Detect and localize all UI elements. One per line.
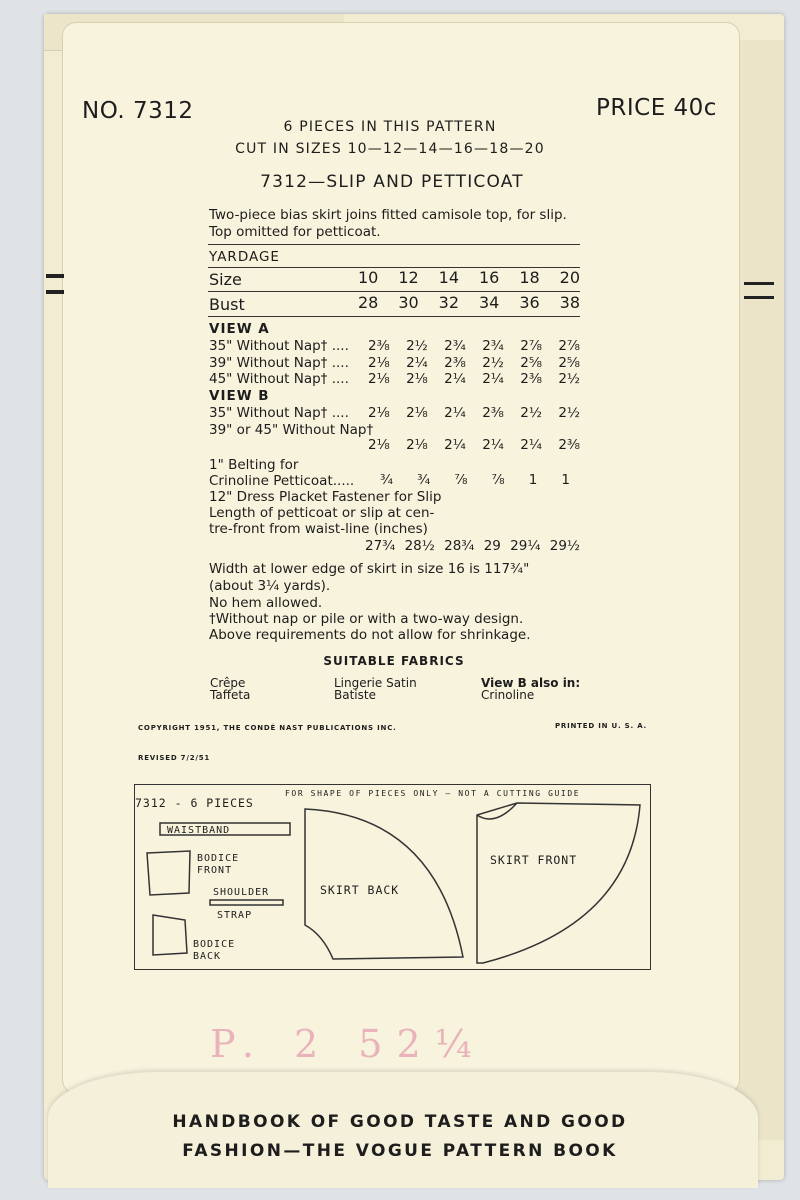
yardage-value: 2½ (520, 405, 542, 421)
placket-line: 12" Dress Placket Fastener for Slip (209, 489, 442, 505)
yardage-value: 2½ (482, 355, 504, 371)
size-value: 16 (478, 268, 500, 287)
sizes-line: CUT IN SIZES 10—12—14—16—18—20 (235, 141, 545, 157)
yardage-value: 2¼ (444, 405, 466, 421)
yardage-value: 2¼ (444, 371, 466, 387)
yardage-value: 2⅛ (406, 405, 428, 421)
footer-line-2: FASHION—THE VOGUE PATTERN BOOK (182, 1141, 618, 1161)
yardage-value: 2¼ (482, 437, 504, 453)
fabric-lingerie-satin: Lingerie Satin (334, 676, 417, 690)
view-b-fabrics-heading: View B also in: (481, 676, 581, 690)
bust-value: 32 (438, 293, 460, 312)
yardage-value: 2⅛ (406, 437, 428, 453)
bust-value: 36 (519, 293, 540, 312)
skirt-front-label: SKIRT FRONT (490, 853, 578, 867)
pattern-number: NO. 7312 (82, 98, 194, 124)
view-b-label: VIEW B (209, 388, 270, 404)
description-line-2: Top omitted for petticoat. (209, 224, 381, 240)
bodice-back-label-2: BACK (193, 951, 222, 962)
revised-date: REVISED 7/2/51 (138, 754, 211, 762)
yardage-value: 2⅞ (558, 338, 580, 354)
registration-mark-left-2 (46, 290, 64, 294)
yardage-value: 2½ (406, 338, 428, 354)
view-b-row-1 (368, 405, 580, 421)
diagram-title: 7312 - 6 PIECES (135, 796, 254, 810)
registration-mark-right (744, 282, 774, 285)
yardage-value: ⅞ (454, 472, 468, 488)
yardage-value: 2¼ (406, 355, 428, 371)
yardage-value: 2⅝ (558, 355, 580, 371)
yardage-value: 27¾ (365, 538, 396, 554)
bodice-back-label-1: BODICE (193, 939, 236, 950)
view-a-row-1 (368, 338, 580, 354)
view-a-label: VIEW A (209, 321, 270, 337)
bust-row (358, 293, 580, 312)
shoulder-strap-piece (210, 900, 283, 905)
bodice-back-piece (153, 915, 187, 955)
shoulder-label: SHOULDER (213, 887, 270, 898)
yardage-heading: YARDAGE (209, 249, 280, 265)
yardage-value: 28½ (404, 538, 435, 554)
bodice-front-piece (147, 851, 190, 895)
registration-mark-right-2 (744, 296, 774, 299)
rule (208, 244, 580, 245)
yardage-value: 2¼ (520, 437, 542, 453)
yardage-value: 1 (561, 472, 570, 488)
yardage-value: 2⅞ (520, 338, 542, 354)
view-a-row-1-label: 35" Without Nap† .... (209, 338, 349, 354)
rule (208, 291, 580, 292)
fabric-batiste: Batiste (334, 688, 376, 702)
strap-label: STRAP (217, 910, 253, 921)
yardage-value: ¾ (380, 472, 394, 488)
bodice-front-label-2: FRONT (197, 865, 233, 876)
yardage-value: 2⅜ (482, 405, 504, 421)
envelope-edge (736, 40, 784, 1140)
bust-value: 38 (559, 293, 580, 312)
length-line-1: Length of petticoat or slip at cen- (209, 505, 435, 521)
yardage-value: 1 (528, 472, 538, 488)
pieces-line: 6 PIECES IN THIS PATTERN (283, 119, 497, 135)
view-a-row-2 (368, 355, 580, 371)
skirt-back-label: SKIRT BACK (320, 883, 400, 897)
bust-value: 34 (478, 293, 500, 312)
size-value: 14 (438, 268, 460, 287)
view-a-row-2-label: 39" Without Nap† .... (209, 355, 349, 371)
length-line-2: tre-front from waist-line (inches) (209, 521, 428, 537)
pattern-pieces-diagram (134, 784, 651, 970)
yardage-value: 2⅛ (406, 371, 428, 387)
description-line-1: Two-piece bias skirt joins fitted camisole top, for slip. (209, 207, 567, 223)
belting-row (380, 472, 570, 488)
bust-value: 28 (358, 293, 379, 312)
length-row (365, 538, 580, 554)
yardage-value: 29 (483, 538, 501, 554)
yardage-value: 2¾ (482, 338, 504, 354)
size-value: 10 (358, 268, 379, 287)
size-value: 20 (559, 268, 580, 287)
fabrics-heading: SUITABLE FABRICS (323, 654, 465, 668)
yardage-value: 2⅜ (368, 338, 390, 354)
note-line-1: Width at lower edge of skirt in size 16 is 117¾" (209, 561, 530, 577)
yardage-value: 28¾ (444, 538, 475, 554)
registration-mark-left (46, 274, 64, 278)
pattern-title: 7312—SLIP AND PETTICOAT (260, 172, 524, 192)
bust-label: Bust (209, 295, 245, 314)
size-label: Size (209, 270, 242, 289)
yardage-value: 2⅛ (368, 355, 390, 371)
yardage-value: ⅞ (491, 472, 505, 488)
yardage-value: 29½ (549, 538, 580, 554)
size-value: 12 (398, 268, 419, 287)
copyright: COPYRIGHT 1951, THE CONDÉ NAST PUBLICATIONS INC. (138, 724, 397, 732)
price: PRICE 40c (596, 95, 717, 121)
yardage-value: 2⅛ (368, 405, 390, 421)
yardage-value: 2⅜ (444, 355, 466, 371)
size-value: 18 (519, 268, 540, 287)
view-b-row-2-label: 39" or 45" Without Nap† (209, 422, 374, 438)
skirt-front-piece (477, 803, 640, 963)
waistband-label: WAISTBAND (167, 825, 231, 836)
yardage-value: 2⅛ (368, 437, 390, 453)
yardage-value: 2⅜ (558, 437, 580, 453)
fabric-crepe: Crêpe (210, 676, 246, 690)
yardage-value: 2½ (558, 405, 580, 421)
yardage-value: 2¾ (444, 338, 466, 354)
bodice-front-label-1: BODICE (197, 853, 240, 864)
yardage-value: 29¼ (510, 538, 541, 554)
view-a-row-3-label: 45" Without Nap† .... (209, 371, 349, 387)
yardage-value: 2½ (558, 371, 580, 387)
note-line-4: †Without nap or pile or with a two-way design. (209, 611, 524, 627)
view-b-row-1-label: 35" Without Nap† .... (209, 405, 349, 421)
yardage-value: 2⅝ (520, 355, 542, 371)
size-row (358, 268, 580, 287)
yardage-value: 2¼ (444, 437, 466, 453)
belting-line-1: 1" Belting for (209, 457, 299, 473)
yardage-value: 2⅜ (520, 371, 542, 387)
handwritten-stamp: P. 2 52¼ (210, 1022, 486, 1066)
note-line-3: No hem allowed. (209, 595, 323, 611)
yardage-value: ¾ (417, 472, 431, 488)
bust-value: 30 (398, 293, 419, 312)
fabric-taffeta: Taffeta (210, 688, 251, 702)
yardage-value: 2¼ (482, 371, 504, 387)
view-b-row-2 (368, 437, 580, 453)
belting-line-2: Crinoline Petticoat..... (209, 473, 355, 489)
view-a-row-3 (368, 371, 580, 387)
note-line-5: Above requirements do not allow for shrinkage. (209, 627, 531, 643)
fabric-crinoline: Crinoline (481, 688, 535, 702)
yardage-value: 2⅛ (368, 371, 390, 387)
rule (208, 316, 580, 317)
note-line-2: (about 3¼ yards). (209, 578, 331, 594)
printed-in-usa: PRINTED IN U. S. A. (555, 722, 648, 730)
footer-line-1: HANDBOOK OF GOOD TASTE AND GOOD (172, 1112, 628, 1132)
diagram-note: FOR SHAPE OF PIECES ONLY — NOT A CUTTING GUIDE (285, 789, 581, 798)
